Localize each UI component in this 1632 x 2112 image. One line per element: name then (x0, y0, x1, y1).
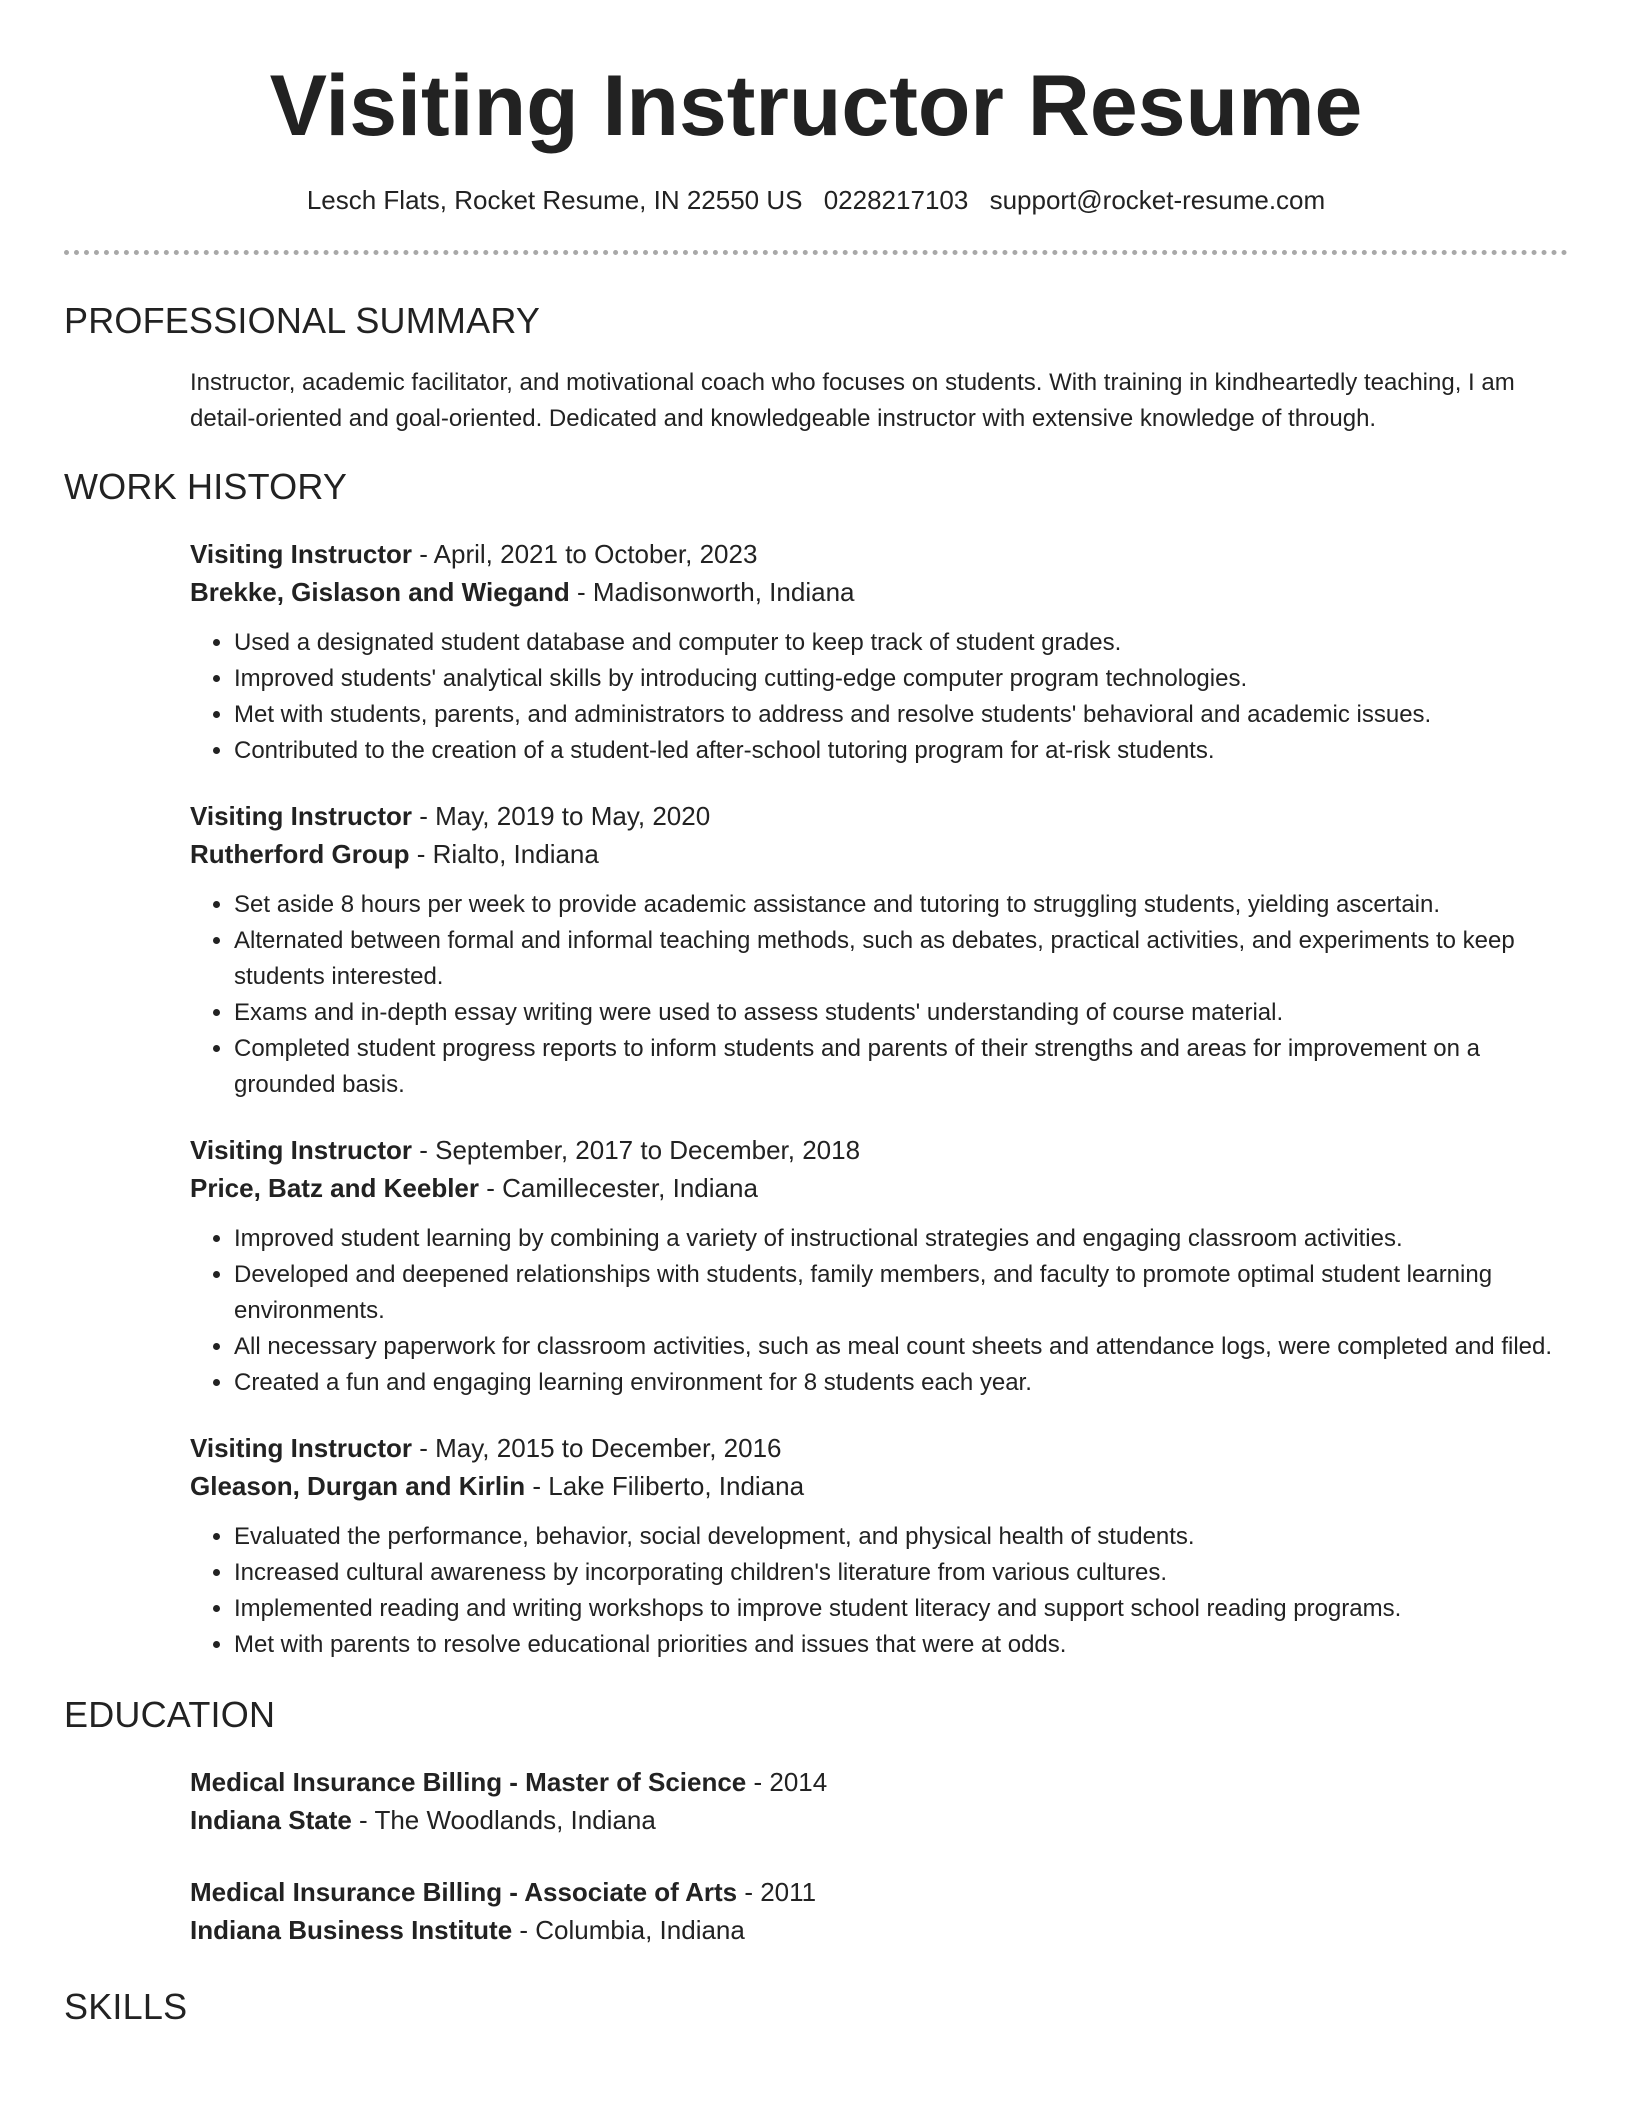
list-item: • Developed and deepened relationships with students, family members, and faculty to promote optimal student learning environments. (234, 1257, 1568, 1329)
list-item: • Used a designated student database and computer to keep track of student grades. (234, 625, 1568, 661)
degree-name: Medical Insurance Billing - Associate of Arts (190, 1877, 738, 1907)
job-entry (190, 535, 1568, 769)
education-entry (190, 1763, 1568, 1839)
list-item: • Set aside 8 hours per week to provide academic assistance and tutoring to struggling students, yielding ascertain. (234, 887, 1568, 923)
job-location: - Madisonworth, Indiana (569, 577, 855, 607)
skills-heading: SKILLS (64, 1986, 188, 2027)
job-title: Visiting Instructor (190, 539, 412, 569)
job-company: Brekke, Gislason and Wiegand (190, 577, 570, 607)
job-entry (190, 1429, 1568, 1663)
header-divider (64, 250, 1568, 255)
list-item: • Alternated between formal and informal teaching methods, such as debates, practical activities, and experiments to keep students interested. (234, 923, 1568, 995)
school-location: - The Woodlands, Indiana (351, 1805, 656, 1835)
education-entry (190, 1873, 1568, 1949)
list-item: • All necessary paperwork for classroom activities, such as meal count sheets and attendance logs, were completed and filed. (234, 1329, 1568, 1365)
job-title-line (190, 1429, 1568, 1467)
list-item: • Met with parents to resolve educational priorities and issues that were at odds. (234, 1627, 1568, 1663)
job-dates: - May, 2015 to December, 2016 (412, 1433, 782, 1463)
list-item: • Improved student learning by combining a variety of instructional strategies and engaging classroom activities. (234, 1221, 1568, 1257)
school-name: Indiana Business Institute (190, 1915, 513, 1945)
list-item: • Exams and in-depth essay writing were used to assess students' understanding of course material. (234, 995, 1568, 1031)
contact-email: support@rocket-resume.com (989, 185, 1326, 215)
degree-line (190, 1763, 1568, 1801)
contact-phone: 0228217103 (823, 185, 969, 215)
degree-year: - 2011 (737, 1877, 817, 1907)
job-title-line (190, 797, 1568, 835)
job-dates: - September, 2017 to December, 2018 (412, 1135, 861, 1165)
list-item: • Completed student progress reports to inform students and parents of their strengths and areas for improvement on a grounded basis. (234, 1031, 1568, 1103)
job-company-line (190, 1467, 1568, 1505)
job-dates: - April, 2021 to October, 2023 (412, 539, 758, 569)
job-title: Visiting Instructor (190, 1135, 412, 1165)
job-title-line (190, 1131, 1568, 1169)
resume-title: Visiting Instructor Resume (269, 58, 1363, 154)
degree-year: - 2014 (746, 1767, 828, 1797)
job-entry (190, 1131, 1568, 1401)
job-title: Visiting Instructor (190, 801, 412, 831)
school-line (190, 1911, 1568, 1949)
school-name: Indiana State (190, 1805, 352, 1835)
contact-line (64, 184, 1568, 216)
list-item: • Created a fun and engaging learning environment for 8 students each year. (234, 1365, 1568, 1401)
job-entry (190, 797, 1568, 1103)
job-company-line (190, 573, 1568, 611)
job-title-line (190, 535, 1568, 573)
job-company: Gleason, Durgan and Kirlin (190, 1471, 526, 1501)
job-dates: - May, 2019 to May, 2020 (412, 801, 711, 831)
job-company: Rutherford Group (190, 839, 410, 869)
work-history-heading: WORK HISTORY (64, 466, 348, 507)
job-location: - Rialto, Indiana (409, 839, 599, 869)
education-heading: EDUCATION (64, 1694, 276, 1735)
job-company-line (190, 835, 1568, 873)
job-bullets (190, 625, 1568, 769)
degree-name: Medical Insurance Billing - Master of Science (190, 1767, 747, 1797)
job-company-line (190, 1169, 1568, 1207)
list-item: • Increased cultural awareness by incorporating children's literature from various cultures. (234, 1555, 1568, 1591)
list-item: • Evaluated the performance, behavior, social development, and physical health of students. (234, 1519, 1568, 1555)
contact-address: Lesch Flats, Rocket Resume, IN 22550 US (306, 185, 803, 215)
job-location: - Camillecester, Indiana (479, 1173, 758, 1203)
school-location: - Columbia, Indiana (512, 1915, 745, 1945)
job-title: Visiting Instructor (190, 1433, 412, 1463)
list-item: • Improved students' analytical skills by introducing cutting-edge computer program technologies. (234, 661, 1568, 697)
summary-text: Instructor, academic facilitator, and motivational coach who focuses on students. With training in kindheartedly teaching, I am detail-oriented and goal-oriented. Dedicated and knowledgeable instructor with extensive knowledge of through. (190, 369, 1515, 432)
summary-heading: PROFESSIONAL SUMMARY (64, 300, 541, 341)
list-item: • Contributed to the creation of a student-led after-school tutoring program for at-risk students. (234, 733, 1568, 769)
school-line (190, 1801, 1568, 1839)
job-company: Price, Batz and Keebler (190, 1173, 479, 1203)
degree-line (190, 1873, 1568, 1911)
job-bullets (190, 1519, 1568, 1663)
job-bullets (190, 1221, 1568, 1401)
list-item: • Implemented reading and writing workshops to improve student literacy and support school reading programs. (234, 1591, 1568, 1627)
list-item: • Met with students, parents, and administrators to address and resolve students' behavioral and academic issues. (234, 697, 1568, 733)
job-location: - Lake Filiberto, Indiana (525, 1471, 805, 1501)
job-bullets (190, 887, 1568, 1103)
